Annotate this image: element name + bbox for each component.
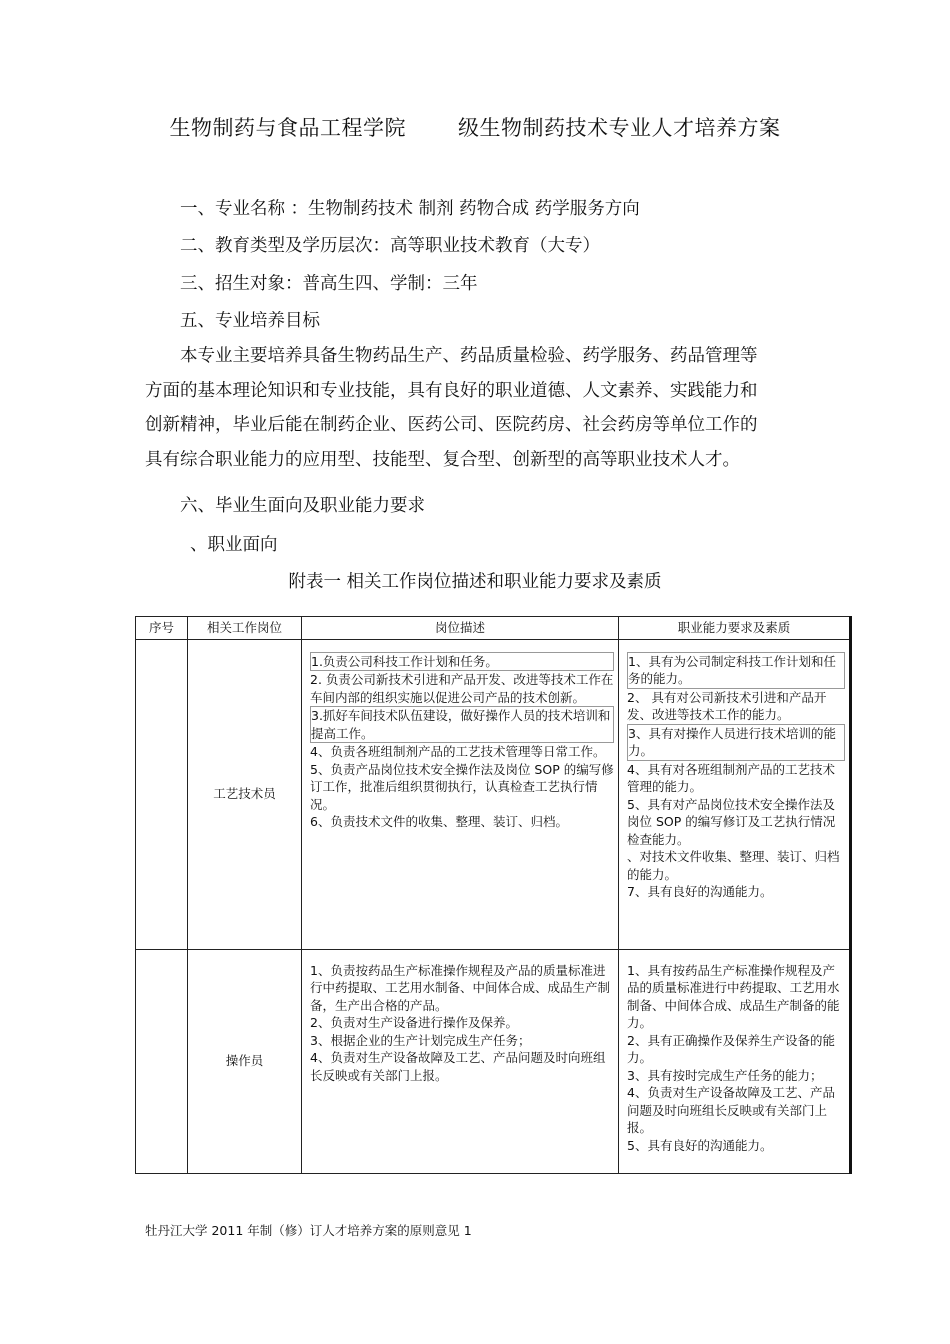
row-position: 工艺技术员	[188, 639, 302, 949]
table-caption: 附表一 相关工作岗位描述和职业能力要求及素质	[288, 572, 662, 592]
requirement-item: 5、具有良好的沟通能力。	[627, 1137, 773, 1153]
row-requirements	[619, 949, 851, 1173]
requirement-item: 4、负责对生产设备故障及工艺、产品问题及时向班组长反映或有关部门上报。	[627, 1085, 835, 1135]
section-education-type: 二、教育类型及学历层次：高等职业技术教育（大专）	[180, 236, 600, 256]
table-row	[136, 639, 851, 949]
title-college: 生物制药与食品工程学院	[169, 116, 406, 140]
document-title	[0, 112, 950, 142]
description-item: 2、负责对生产设备进行操作及保养。	[310, 1015, 518, 1030]
section-training-goal-heading: 五、专业培养目标	[180, 311, 320, 331]
description-item: 1、负责按药品生产标准操作规程及产品的质量标准进行中药提取、工艺用水制备、中间体合成、成品生产制备，生产出合格的产品。	[310, 962, 611, 1013]
row-number	[136, 949, 188, 1173]
requirement-item: 5、具有对产品岗位技术安全操作法及岗位 SOP 的编写修订及工艺执行情况检查能力。	[627, 796, 836, 847]
description-item: 3.抓好车间技术队伍建设，做好操作人员的技术培训和提高工作。	[310, 706, 614, 743]
description-item: 5、负责产品岗位技术安全操作法及岗位 SOP 的编写修订工作，批准后组织贯彻执行，认真检查工艺执行情况。	[310, 761, 614, 812]
requirement-item: 2、 具有对公司新技术引进和产品开发、改进等技术工作的能力。	[627, 689, 827, 722]
requirement-item: 2、具有正确操作及保养生产设备的能力。	[627, 1032, 835, 1065]
table-row	[136, 949, 851, 1173]
page-footer: 牡丹江大学 2011 年制（修）订人才培养方案的原则意见 1	[145, 1223, 472, 1238]
requirement-item: 4、具有对各班组制剂产品的工艺技术管理的能力。	[627, 761, 835, 794]
requirement-item: 3、具有对操作人员进行技术培训的能力。	[627, 724, 845, 761]
section-major-name: 一、专业名称 ：生物制药技术 制剂 药物合成 药学服务方向	[180, 199, 640, 219]
description-item: 2. 负责公司新技术引进和产品开发、改进等技术工作在车间内部的组织实施以促进公司产品的技术创新。	[310, 672, 614, 705]
header-no: 序号	[136, 617, 188, 640]
row-number	[136, 639, 188, 949]
requirement-item: 、对技术文件收集、整理、装订、归档的能力。	[627, 849, 840, 882]
row-description	[302, 639, 619, 949]
header-position: 相关工作岗位	[188, 617, 302, 640]
description-item: 4、负责各班组制剂产品的工艺技术管理等日常工作。	[310, 744, 606, 759]
requirement-item: 1、具有为公司制定科技工作计划和任务的能力。	[627, 652, 845, 689]
table-header-row	[136, 617, 851, 640]
goal-line: 具有综合职业能力的应用型、技能型、复合型、创新型的高等职业技术人才。	[145, 449, 740, 470]
row-position: 操作员	[188, 949, 302, 1173]
row-description	[302, 949, 619, 1173]
description-item: 6、负责技术文件的收集、整理、装订、归档。	[310, 814, 568, 829]
description-item: 4、负责对生产设备故障及工艺、产品问题及时向班组长反映或有关部门上报。	[310, 1050, 606, 1083]
section-enrollment: 三、招生对象：普高生四、学制：三年	[180, 274, 478, 294]
description-item: 1.负责公司科技工作计划和任务。	[310, 652, 614, 672]
header-description: 岗位描述	[302, 617, 619, 640]
requirement-item: 3、具有按时完成生产任务的能力；	[627, 1067, 823, 1083]
description-item: 3、根据企业的生产计划完成生产任务；	[310, 1032, 531, 1048]
training-goal-paragraph	[145, 339, 825, 477]
section-career-heading: 六、毕业生面向及职业能力要求	[180, 496, 425, 516]
row-requirements	[619, 639, 851, 949]
job-requirements-table	[135, 616, 852, 1174]
header-requirements: 职业能力要求及素质	[619, 617, 851, 640]
goal-line: 本专业主要培养具备生物药品生产、药品质量检验、药学服务、药品管理等	[180, 346, 758, 366]
title-program: 级生物制药技术专业人才培养方案	[458, 116, 781, 140]
goal-line: 创新精神，毕业后能在制药企业、医药公司、医院药房、社会药房等单位工作的	[145, 415, 758, 435]
requirement-item: 7、具有良好的沟通能力。	[627, 884, 773, 899]
section-career-subheading: 、职业面向	[190, 535, 278, 555]
goal-line: 方面的基本理论知识和专业技能，具有良好的职业道德、人文素养、实践能力和	[145, 380, 758, 401]
requirement-item: 1、具有按药品生产标准操作规程及产品的质量标准进行中药提取、工艺用水制备、中间体合成、成品生产制备的能力。	[627, 962, 840, 1030]
